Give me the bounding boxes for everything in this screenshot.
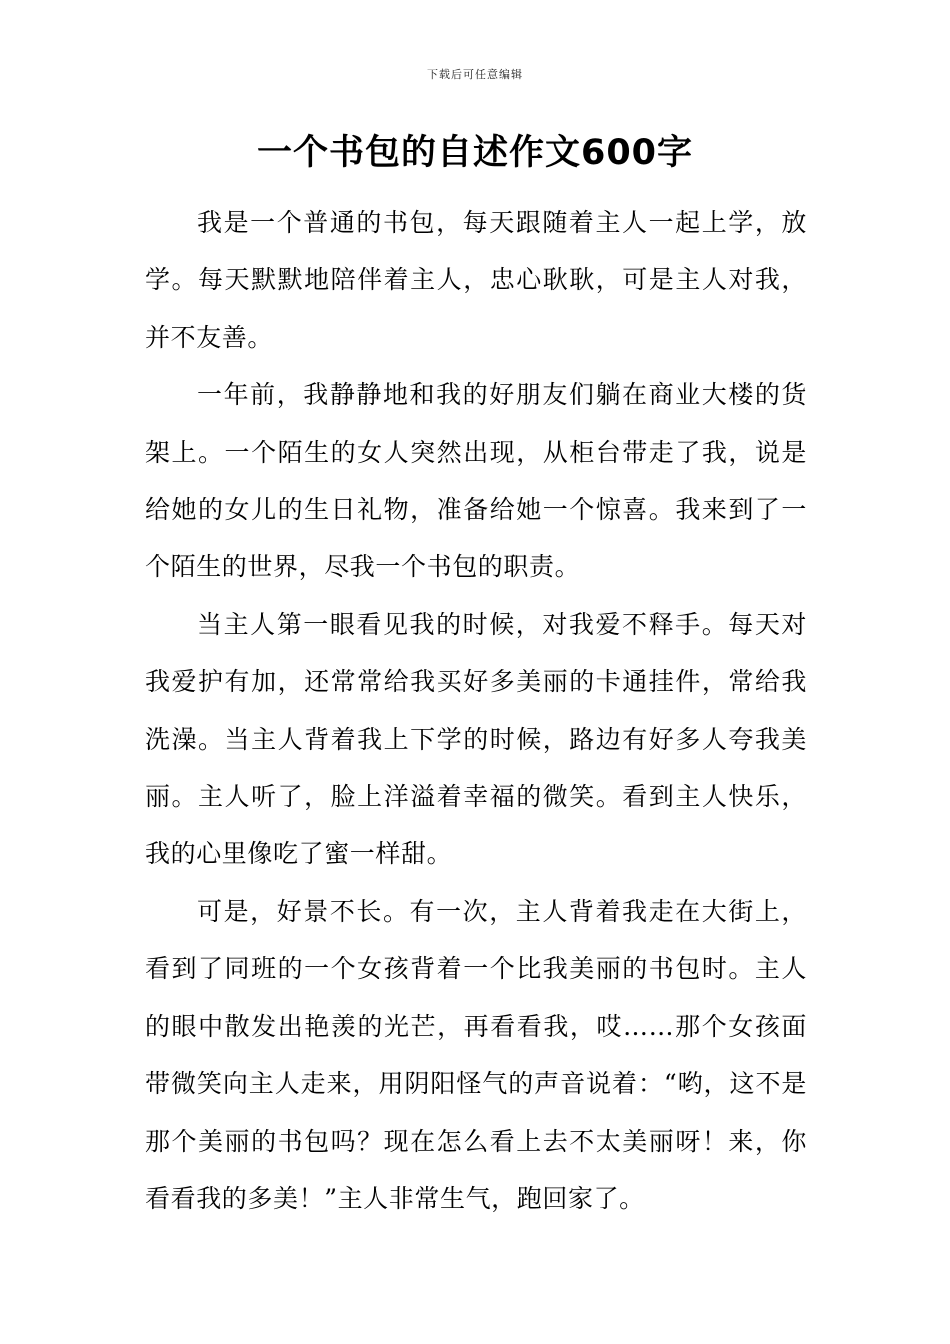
- paragraph-3: 当主人第一眼看见我的时候，对我爱不释手。每天对我爱护有加，还常常给我买好多美丽的卡通挂件，常给我洗澡。当主人背着我上下学的时候，路边有好多人夸我美丽。主人听了，脸上洋溢着幸福的微笑。看到主人快乐，我的心里像吃了蜜一样甜。: [145, 609, 807, 869]
- header-note: 下载后可任意编辑: [427, 68, 523, 81]
- paragraph-2: 一年前，我静静地和我的好朋友们躺在商业大楼的货架上。一个陌生的女人突然出现，从柜台带走了我，说是给她的女儿的生日礼物，准备给她一个惊喜。我来到了一个陌生的世界，尽我一个书包的职责。: [145, 380, 807, 582]
- paragraph-4: 可是，好景不长。有一次，主人背着我走在大街上，看到了同班的一个女孩背着一个比我美丽的书包时。主人的眼中散发出艳羡的光芒，再看看我，哎……那个女孩面带微笑向主人走来，用阴阳怪气的声音说着：“哟，这不是那个美丽的书包吗？现在怎么看上去不太美丽呀！来，你看看我的多美！”主人非常生气，跑回家了。: [145, 896, 807, 1213]
- document-body: [145, 194, 807, 1227]
- paragraph-1: 我是一个普通的书包，每天跟随着主人一起上学，放学。每天默默地陪伴着主人，忠心耿耿，可是主人对我，并不友善。: [145, 208, 807, 352]
- document-title: 一个书包的自述作文600字: [256, 133, 694, 173]
